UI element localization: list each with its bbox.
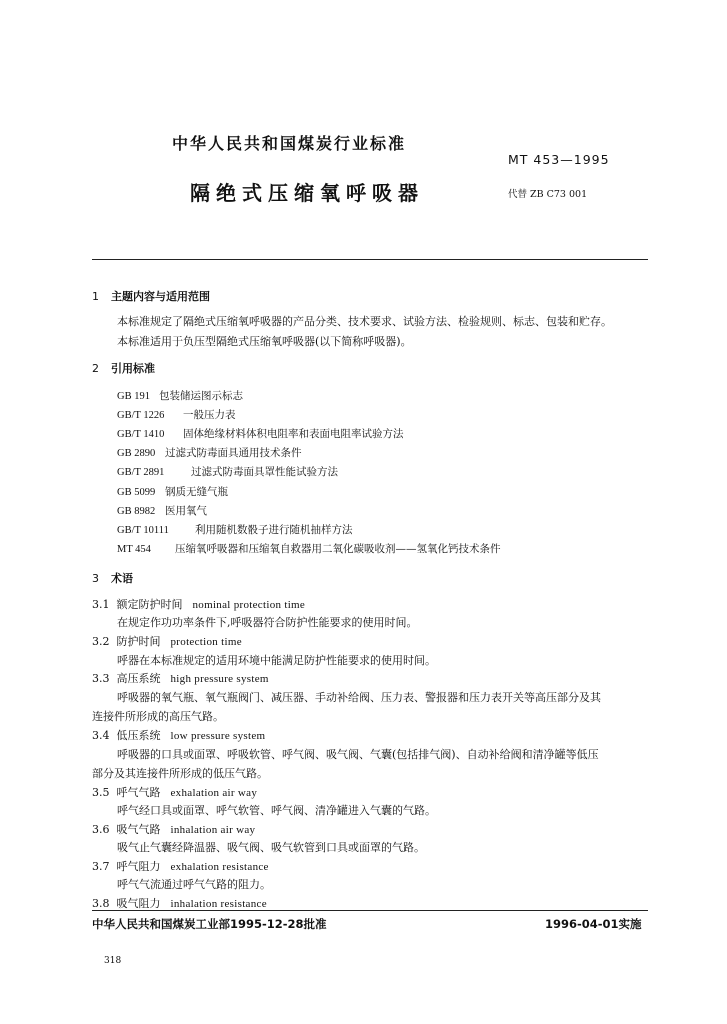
- term-definition: 呼器在本标准规定的适用环境中能满足防护性能要求的使用时间。: [117, 654, 436, 667]
- term-en: high pressure system: [170, 673, 269, 685]
- reference-item: [117, 407, 236, 422]
- reference-title: 过滤式防毒面具通用技术条件: [165, 447, 302, 459]
- reference-item: [117, 503, 207, 518]
- reference-item: [117, 541, 501, 556]
- term-zh: 低压系统: [116, 729, 161, 742]
- section-heading: [92, 288, 210, 304]
- term-zh: 吸气气路: [116, 823, 161, 836]
- industry-standard-title: 中华人民共和国煤炭行业标准: [172, 134, 407, 153]
- term-definition: 吸气止气囊经降温器、吸气阀、吸气软管到口具或面罩的气路。: [117, 841, 425, 854]
- term-definition-cont: 部分及其连接件所形成的低压气路。: [92, 767, 268, 780]
- reference-code: GB 2890: [117, 448, 156, 459]
- section-number: 3: [92, 572, 99, 585]
- term-number: 3.2: [92, 635, 110, 648]
- section-heading: [92, 570, 133, 586]
- reference-code: GB/T 1226: [117, 410, 165, 421]
- page-number: 318: [104, 956, 122, 966]
- term-number: 3.8: [92, 897, 110, 910]
- term-zh: 额定防护时间: [116, 598, 183, 611]
- section-title: 主题内容与适用范围: [111, 290, 210, 303]
- section-number: 2: [92, 362, 99, 375]
- term-number: 3.4: [92, 729, 110, 742]
- replaces-note: 代替 ZB C73 001: [508, 189, 588, 200]
- reference-title: 过滤式防毒面具罩性能试验方法: [191, 466, 338, 478]
- reference-title: 利用随机数骰子进行随机抽样方法: [195, 524, 353, 536]
- reference-title: 医用氧气: [165, 505, 207, 517]
- term-heading: [92, 633, 242, 649]
- reference-code: MT 454: [117, 544, 151, 555]
- header-rule: [92, 259, 648, 260]
- reference-title: 钢质无缝气瓶: [165, 486, 228, 498]
- term-heading: [92, 858, 269, 874]
- reference-item: [117, 388, 243, 403]
- term-heading: [92, 895, 267, 911]
- term-heading: [92, 821, 255, 837]
- term-en: inhalation air way: [170, 824, 256, 836]
- term-en: nominal protection time: [192, 599, 306, 611]
- section-heading: [92, 360, 155, 376]
- reference-title: 包装储运图示标志: [159, 390, 243, 402]
- reference-code: GB 8982: [117, 506, 156, 517]
- reference-code: GB 191: [117, 391, 150, 402]
- term-number: 3.3: [92, 672, 110, 685]
- term-heading: [92, 727, 265, 743]
- term-en: exhalation resistance: [170, 861, 269, 873]
- paragraph: 本标准规定了隔绝式压缩氧呼吸器的产品分类、技术要求、试验方法、检验规则、标志、包装和贮存。: [117, 315, 612, 328]
- reference-item: [117, 426, 404, 441]
- reference-title: 压缩氧呼吸器和压缩氧自救器用二氧化碳吸收剂——氢氧化钙技术条件: [175, 543, 501, 555]
- reference-code: GB/T 10111: [117, 525, 169, 536]
- term-number: 3.1: [92, 598, 110, 611]
- term-definition: 呼气经口具或面罩、呼气软管、呼气阀、清净罐进入气囊的气路。: [117, 804, 436, 817]
- term-heading: [92, 596, 305, 612]
- reference-title: 一般压力表: [183, 409, 236, 421]
- term-definition: 呼吸器的氧气瓶、氧气瓶阀门、减压器、手动补给阀、压力表、警报器和压力表开关等高压部分及其: [117, 691, 601, 704]
- reference-code: GB 5099: [117, 487, 156, 498]
- term-definition: 在规定作功功率条件下,呼吸器符合防护性能要求的使用时间。: [117, 616, 418, 629]
- term-definition-cont: 连接件所形成的高压气路。: [92, 710, 224, 723]
- term-heading: [92, 784, 257, 800]
- term-en: low pressure system: [170, 730, 266, 742]
- reference-code: GB/T 2891: [117, 467, 165, 478]
- reference-title: 固体绝缘材料体积电阻率和表面电阻率试验方法: [183, 428, 404, 440]
- term-definition: 呼吸器的口具或面罩、呼吸软管、呼气阀、吸气阀、气囊(包括排气阀)、自动补给阀和清净罐等低压: [117, 748, 599, 761]
- term-number: 3.5: [92, 786, 110, 799]
- reference-item: [117, 464, 338, 479]
- footer-rule: [92, 910, 648, 911]
- reference-item: [117, 445, 302, 460]
- section-number: 1: [92, 290, 99, 303]
- term-number: 3.7: [92, 860, 110, 873]
- reference-item: [117, 484, 228, 499]
- term-en: exhalation air way: [170, 787, 258, 799]
- term-zh: 吸气阻力: [116, 897, 161, 910]
- term-en: inhalation resistance: [170, 898, 267, 910]
- term-zh: 呼气阻力: [116, 860, 161, 873]
- term-zh: 呼气气路: [116, 786, 161, 799]
- standard-code: MT 453—1995: [508, 152, 610, 167]
- approval-line: 中华人民共和国煤炭工业部1995-12-28批准: [92, 917, 327, 931]
- paragraph: 本标准适用于负压型隔绝式压缩氧呼吸器(以下简称呼吸器)。: [117, 335, 412, 348]
- term-heading: [92, 670, 269, 686]
- document-title: 隔绝式压缩氧呼吸器: [190, 181, 424, 205]
- term-definition: 呼气气流通过呼气气路的阻力。: [117, 878, 271, 891]
- reference-item: [117, 522, 353, 537]
- effective-date: 1996-04-01实施: [545, 917, 642, 931]
- term-zh: 防护时间: [116, 635, 161, 648]
- reference-code: GB/T 1410: [117, 429, 165, 440]
- term-en: protection time: [170, 636, 242, 648]
- term-number: 3.6: [92, 823, 110, 836]
- term-zh: 高压系统: [116, 672, 161, 685]
- section-title: 术语: [111, 572, 133, 585]
- section-title: 引用标准: [111, 362, 155, 375]
